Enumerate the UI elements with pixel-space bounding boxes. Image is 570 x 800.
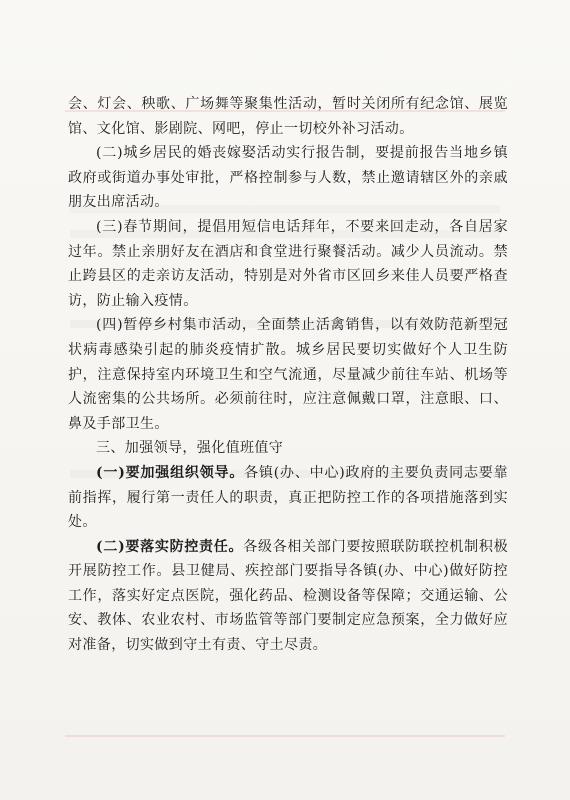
paragraph-text: 会、灯会、秧歌、广场舞等聚集性活动，暂时关闭所有纪念馆、展览馆、文化馆、影剧院、网吧，停止一切校外补习活动。 bbox=[68, 96, 508, 137]
bleed-through-watermark bbox=[90, 40, 490, 86]
subsection-lead: (二)要落实防控责任。 bbox=[96, 538, 244, 555]
paragraph-subsection-2 bbox=[68, 535, 508, 658]
paragraph-item-2 bbox=[68, 141, 508, 215]
paragraph-text: (四)暂停乡村集市活动，全面禁止活禽销售，以有效防范新型冠状病毒感染引起的肺炎疫情扩散。城乡居民要切实做好个人卫生防护，注意保持室内环境卫生和空气流通，尽量减少前往车站、机场等人流密集的公共场所。必须前往时，应注意佩戴口罩，注意眼、口、鼻及手部卫生。 bbox=[68, 317, 508, 432]
paragraph-item-3 bbox=[68, 215, 508, 313]
bleed-through-rule-bottom bbox=[65, 735, 505, 737]
paragraph-subsection-1 bbox=[68, 461, 508, 535]
paragraph-text: (三)春节期间，提倡用短信电话拜年，不要来回走动，各自居家过年。禁止亲朋好友在酒店和食堂进行聚餐活动。减少人员流动。禁止跨县区的走亲访友活动，特别是对外省市区回乡来佳人员要严格查访，防止输入疫情。 bbox=[68, 218, 508, 309]
section-heading-text: 三、加强领导，强化值班值守 bbox=[96, 440, 284, 457]
section-heading bbox=[68, 436, 508, 461]
paragraph-text: 各级各相关部门要按照联防联控机制积极开展防控工作。县卫健局、疾控部门要指导各镇(办、中心)做好防控工作，落实好定点医院，强化药品、检测设备等保障；交通运输、公安、教体、农业农村、市场监管等部门要制定应急预案，全力做好应对准备，切实做到守土有责、守土尽责。 bbox=[68, 538, 508, 654]
paragraph-continuation bbox=[68, 92, 508, 141]
subsection-lead: (一)要加强组织领导。 bbox=[96, 464, 245, 481]
paragraph-text: 各镇(办、中心)政府的主要负责同志要靠前指挥，履行第一责任人的职责，真正把防控工作的各项措施落到实处。 bbox=[68, 464, 508, 531]
document-body bbox=[68, 92, 508, 658]
paragraph-item-4 bbox=[68, 313, 508, 436]
paragraph-text: (二)城乡居民的婚丧嫁娶活动实行报告制，要提前报告当地乡镇政府或街道办事处审批，严格控制参与人数，禁止邀请辖区外的亲戚朋友出席活动。 bbox=[68, 145, 508, 211]
